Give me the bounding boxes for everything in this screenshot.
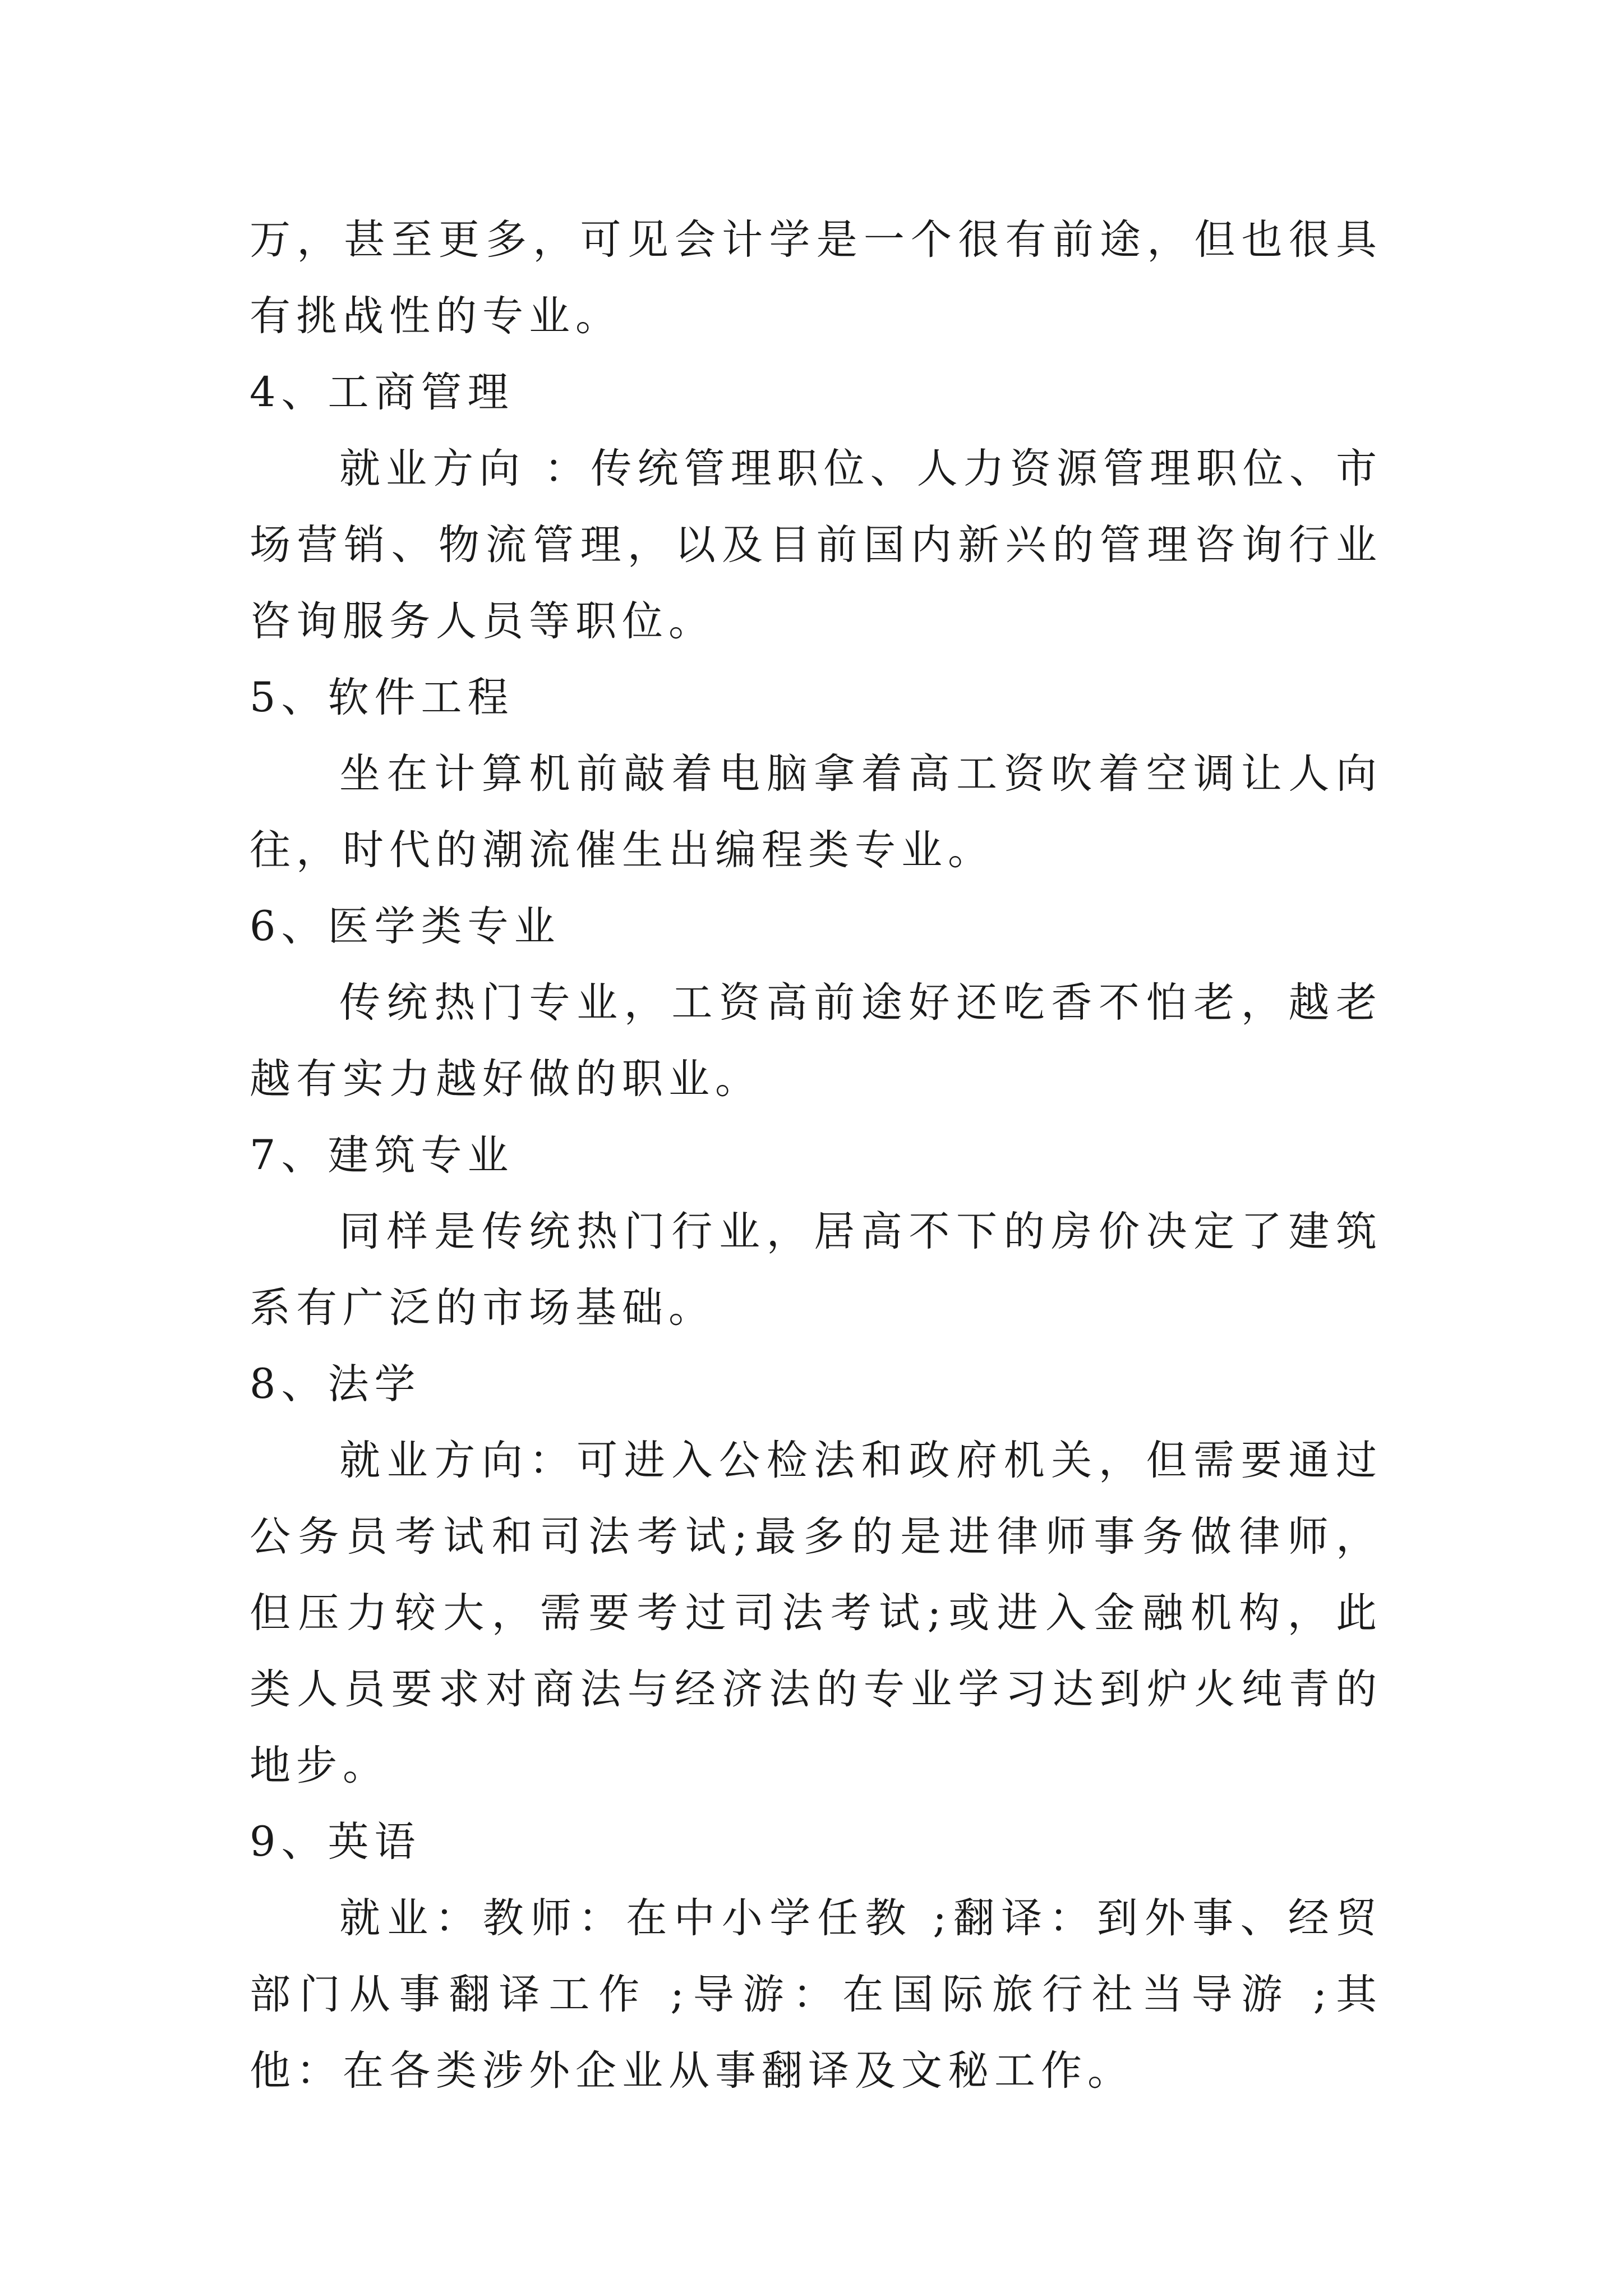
paragraph-medicine: 传统热门专业，工资高前途好还吃香不怕老，越老越有实力越好做的职业。 — [250, 979, 1382, 1103]
paragraph-software-engineering: 坐在计算机前敲着电脑拿着高工资吹着空调让人向往，时代的潮流催生出编程类专业。 — [250, 750, 1382, 874]
heading-architecture: 7、建筑专业 — [250, 1131, 514, 1179]
heading-law: 8、法学 — [250, 1360, 421, 1408]
heading-business-management: 4、工商管理 — [250, 369, 514, 416]
paragraph-law: 就业方向：可进入公检法和政府机关，但需要通过公务员考试和司法考试;最多的是进律师事务做律师，但压力较大，需要考过司法考试;或进入金融机构，此类人员要求对商法与经济法的专业学习达到炉火纯青的地步。 — [250, 1437, 1382, 1789]
heading-medicine: 6、医学类专业 — [250, 903, 561, 950]
paragraph-business-management: 就业方向 ：传统管理职位、人力资源管理职位、市场营销、物流管理，以及目前国内新兴的管理咨询行业咨询服务人员等职位。 — [250, 445, 1382, 645]
heading-software-engineering: 5、软件工程 — [250, 674, 514, 721]
heading-english: 9、英语 — [250, 1818, 421, 1866]
document-body — [250, 202, 1382, 2109]
paragraph-accounting-continued: 万，甚至更多，可见会计学是一个很有前途，但也很具有挑战性的专业。 — [250, 216, 1382, 340]
paragraph-english: 就业：教师：在中小学任教 ;翻译：到外事、经贸部门从事翻译工作 ;导游：在国际旅行社当导游 ;其他：在各类涉外企业从事翻译及文秘工作。 — [250, 1894, 1382, 2095]
paragraph-architecture: 同样是传统热门行业，居高不下的房价决定了建筑系有广泛的市场基础。 — [250, 1208, 1382, 1332]
